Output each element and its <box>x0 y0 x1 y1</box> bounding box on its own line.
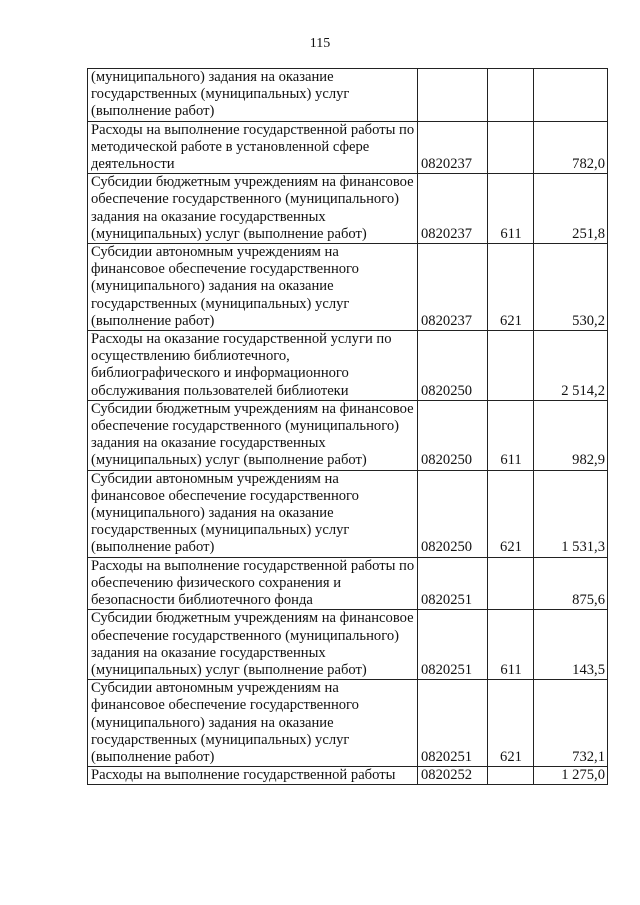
row-type-cell <box>488 331 534 401</box>
row-name-cell: Расходы на выполнение государственной работы <box>88 767 418 785</box>
table-row <box>88 244 608 331</box>
row-sum-cell: 1 531,3 <box>534 470 608 557</box>
row-name-cell: Расходы на выполнение государственной работы по методической работе в установленной сфере деятельности <box>88 121 418 174</box>
row-code-cell: 0820237 <box>418 121 488 174</box>
table-row <box>88 610 608 680</box>
row-sum-cell: 732,1 <box>534 680 608 767</box>
row-sum-cell: 782,0 <box>534 121 608 174</box>
row-type-cell: 611 <box>488 610 534 680</box>
row-name-cell: Субсидии бюджетным учреждениям на финансовое обеспечение государственного (муниципального) задания на оказание государственных (муниципальных) услуг (выполнение работ) <box>88 174 418 244</box>
row-type-cell: 611 <box>488 174 534 244</box>
row-type-cell: 621 <box>488 680 534 767</box>
row-sum-cell <box>534 69 608 122</box>
table-row <box>88 470 608 557</box>
row-sum-cell: 1 275,0 <box>534 767 608 785</box>
row-type-cell <box>488 767 534 785</box>
row-sum-cell: 530,2 <box>534 244 608 331</box>
row-name-cell: Расходы на оказание государственной услуги по осуществлению библиотечного, библиографического и информационного обслуживания пользователей библиотеки <box>88 331 418 401</box>
row-type-cell: 621 <box>488 244 534 331</box>
row-name-cell: Расходы на выполнение государственной работы по обеспечению физического сохранения и безопасности библиотечного фонда <box>88 557 418 610</box>
row-code-cell: 0820251 <box>418 610 488 680</box>
row-type-cell <box>488 557 534 610</box>
row-code-cell: 0820251 <box>418 680 488 767</box>
table-row <box>88 400 608 470</box>
row-sum-cell: 982,9 <box>534 400 608 470</box>
table-row <box>88 557 608 610</box>
row-code-cell: 0820250 <box>418 400 488 470</box>
row-code-cell: 0820237 <box>418 174 488 244</box>
row-code-cell: 0820250 <box>418 470 488 557</box>
page-number: 115 <box>309 36 331 51</box>
row-type-cell <box>488 121 534 174</box>
row-sum-cell: 251,8 <box>534 174 608 244</box>
budget-table <box>87 68 608 785</box>
row-code-cell: 0820237 <box>418 244 488 331</box>
row-name-cell: Субсидии автономным учреждениям на финансовое обеспечение государственного (муниципального) задания на оказание государственных (муниципальных) услуг (выполнение работ) <box>88 244 418 331</box>
budget-table-body <box>88 69 608 785</box>
table-row <box>88 331 608 401</box>
table-row <box>88 69 608 122</box>
row-type-cell: 611 <box>488 400 534 470</box>
table-row <box>88 680 608 767</box>
row-code-cell <box>418 69 488 122</box>
row-name-cell: Субсидии бюджетным учреждениям на финансовое обеспечение государственного (муниципального) задания на оказание государственных (муниципальных) услуг (выполнение работ) <box>88 610 418 680</box>
table-row <box>88 121 608 174</box>
row-sum-cell: 2 514,2 <box>534 331 608 401</box>
table-row <box>88 174 608 244</box>
row-name-cell: (муниципального) задания на оказание государственных (муниципальных) услуг (выполнение работ) <box>88 69 418 122</box>
row-code-cell: 0820250 <box>418 331 488 401</box>
row-name-cell: Субсидии автономным учреждениям на финансовое обеспечение государственного (муниципального) задания на оказание государственных (муниципальных) услуг (выполнение работ) <box>88 680 418 767</box>
row-sum-cell: 875,6 <box>534 557 608 610</box>
row-type-cell <box>488 69 534 122</box>
row-code-cell: 0820252 <box>418 767 488 785</box>
table-row <box>88 767 608 785</box>
row-name-cell: Субсидии бюджетным учреждениям на финансовое обеспечение государственного (муниципального) задания на оказание государственных (муниципальных) услуг (выполнение работ) <box>88 400 418 470</box>
row-type-cell: 621 <box>488 470 534 557</box>
row-name-cell: Субсидии автономным учреждениям на финансовое обеспечение государственного (муниципального) задания на оказание государственных (муниципальных) услуг (выполнение работ) <box>88 470 418 557</box>
row-code-cell: 0820251 <box>418 557 488 610</box>
row-sum-cell: 143,5 <box>534 610 608 680</box>
